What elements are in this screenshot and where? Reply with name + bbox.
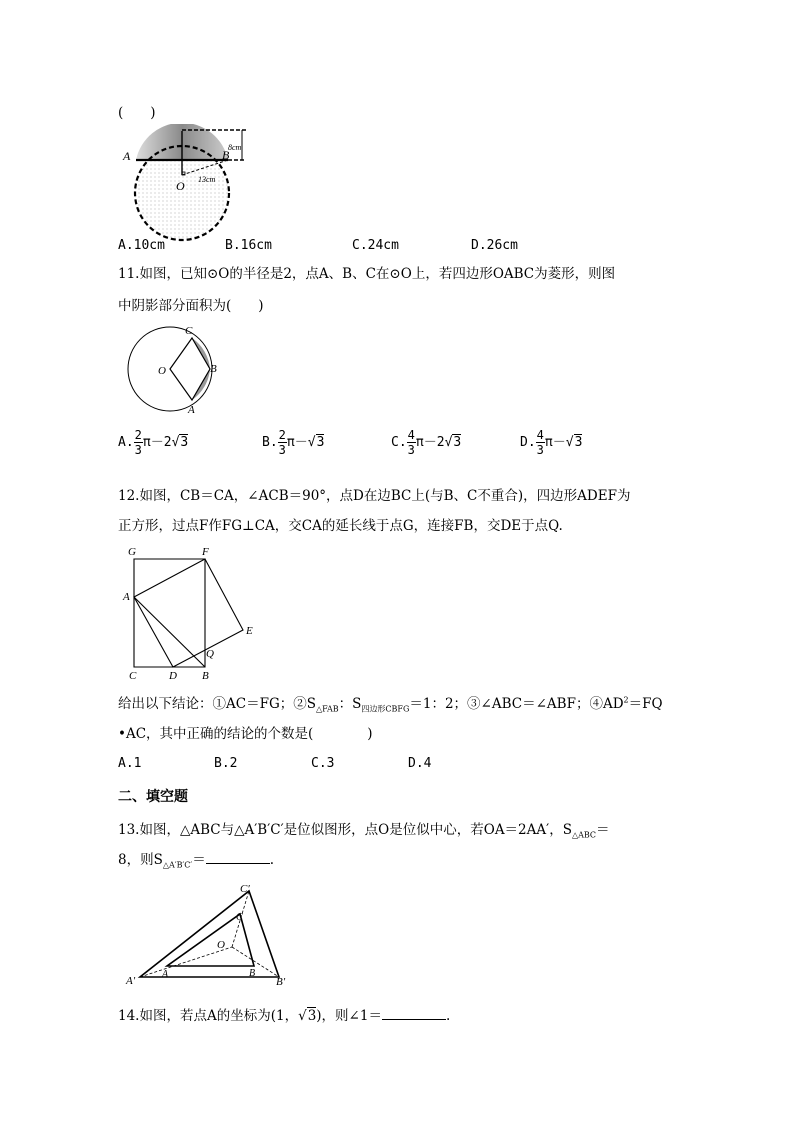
q13-label-c: C (236, 912, 243, 923)
q13-label-a1: A′ (126, 975, 136, 987)
q12-label-e: E (246, 625, 253, 637)
q12-label-q: Q (206, 648, 214, 660)
q14-line: 14.如图，若点A的坐标为(1，√3)，则∠1＝ . (118, 1008, 451, 1024)
q13-line-1: 13.如图，△ABC与△A′B′C′是位似图形，点O是位似中心，若OA＝2AA′，$S_{\triangle ABC}=$ (118, 822, 610, 840)
q12-label-d: D (169, 670, 177, 682)
q11-label-a: A (188, 404, 195, 416)
section-title: 二、填空题 (118, 789, 188, 805)
q12-label-g: G (128, 546, 136, 558)
q13-line-2: 8，则$S_{\triangle A'B'C'}=$ . (118, 852, 275, 870)
q13-figure (118, 880, 298, 990)
q11-rhombus (170, 338, 210, 400)
q10-option-b: B.16cm (225, 238, 272, 253)
q12-label-a: A (123, 591, 130, 603)
q11-line-2: 中阴影部分面积为( ) (118, 298, 264, 314)
q10-label-13cm: 13cm (198, 175, 216, 184)
q11-label-c: C (185, 325, 193, 337)
q13-label-o: O (217, 939, 225, 951)
q13-label-c1: C′ (240, 883, 250, 895)
q10-label-8cm: 8cm (228, 143, 242, 152)
q12-line-3: 给出以下结论：①AC＝FG；$②S_{\triangle FAB}$：$S_{四边形CBFG}=1$：2；③∠ABC＝∠ABF；$④AD^2=FQ$ (118, 695, 663, 714)
q10-option-d: D.26cm (471, 238, 518, 253)
q12-option-b: B.2 (214, 756, 238, 771)
q10-label-o: O (176, 179, 185, 193)
q13-answer-blank[interactable] (206, 851, 270, 864)
q12-label-b: B (202, 670, 209, 682)
q12-line-1: 12.如图，CB＝CA，∠ACB＝90°，点D在边BC上(与B、C不重合)，四边形ADEF为 (118, 488, 631, 504)
q10-option-c: C.24cm (352, 238, 399, 253)
q12-figure (118, 544, 268, 684)
q11-option-c: C. $\frac{4}{3}$ π－2√3 (391, 428, 462, 457)
q13-label-b1: B′ (276, 976, 286, 988)
q11-label-b: B (210, 363, 217, 375)
q12-line-2: 正方形，过点F作FG⊥CA，交CA的延长线于点G，连接FB，交DE于点Q. (118, 518, 563, 534)
q10-figure (118, 124, 258, 256)
q10-option-a: A.10cm (118, 238, 165, 253)
q10-answer-paren: ( ) (118, 105, 156, 121)
q12-label-f: F (202, 546, 209, 558)
q12-segment-ab (134, 597, 205, 667)
q14-answer-blank[interactable] (382, 1007, 446, 1020)
q11-line-1: 11.如图，已知⊙O的半径是2，点A、B、C在⊙O上，若四边形OABC为菱形，则图 (118, 266, 616, 282)
q13-label-b: B (249, 968, 256, 979)
q12-option-d: D.4 (408, 756, 432, 771)
q13-ray-ob (232, 947, 279, 977)
q12-option-c: C.3 (311, 756, 335, 771)
q10-label-a: A (123, 149, 131, 163)
q12-line-4: •AC，其中正确的结论的个数是( ) (118, 726, 373, 742)
q11-option-d: D. $\frac{4}{3}$ π－√3 (520, 428, 583, 457)
q11-option-b: B. $\frac{2}{3}$ π－√3 (262, 428, 325, 457)
q11-figure (118, 322, 228, 422)
q11-option-a: A. $\frac{2}{3}$ π－2√3 (118, 428, 189, 457)
q13-label-a: A (162, 969, 169, 980)
q12-option-a: A.1 (118, 756, 142, 771)
q10-label-b: B (222, 148, 230, 162)
q11-label-o: O (158, 365, 166, 377)
q12-label-c: C (129, 670, 137, 682)
q12-rectangle-cbfg (134, 559, 205, 667)
